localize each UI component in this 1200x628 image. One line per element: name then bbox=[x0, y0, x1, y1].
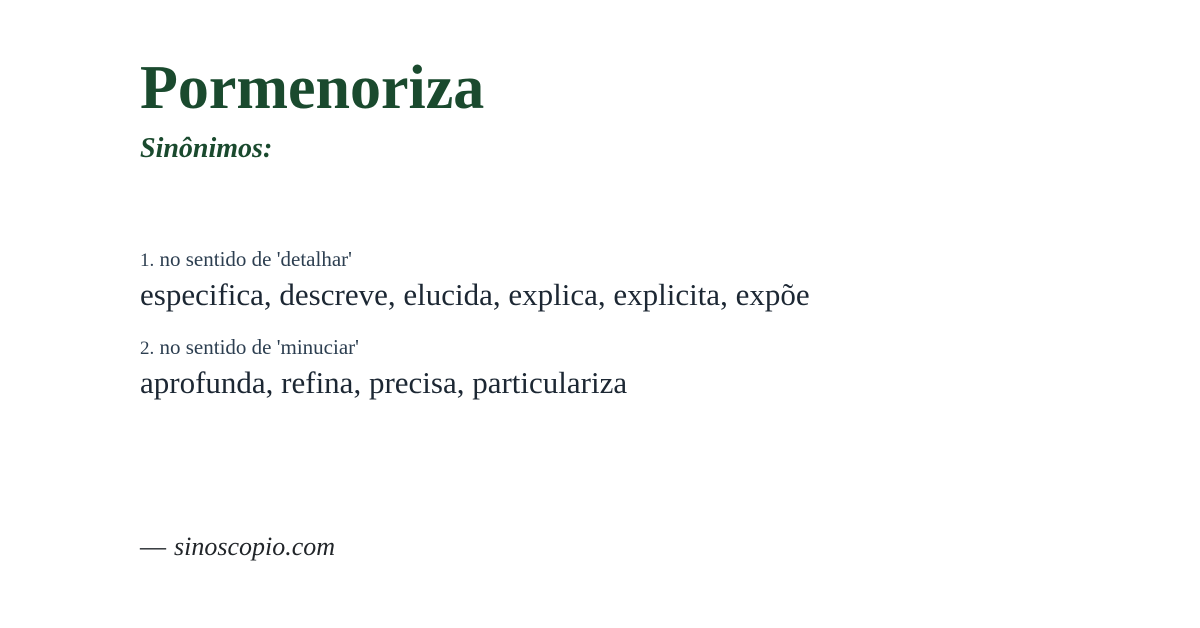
sense-label bbox=[140, 246, 810, 273]
sense-number: 1. bbox=[140, 250, 155, 271]
word-title: Pormenoriza bbox=[140, 54, 485, 122]
sense-entry-2 bbox=[140, 334, 627, 401]
synonyms-list: especifica, descreve, elucida, explica, explicita, expõe bbox=[140, 276, 810, 312]
sense-label bbox=[140, 334, 627, 361]
sense-number: 2. bbox=[140, 338, 155, 359]
em-dash: — bbox=[140, 532, 166, 561]
synonyms-heading: Sinônimos: bbox=[140, 133, 273, 164]
source-attribution bbox=[140, 532, 335, 562]
sense-description: no sentido de 'minuciar' bbox=[159, 335, 359, 359]
sense-entry-1 bbox=[140, 246, 810, 313]
sense-description: no sentido de 'detalhar' bbox=[159, 247, 352, 271]
source-domain: sinoscopio.com bbox=[174, 532, 336, 561]
synonyms-list: aprofunda, refina, precisa, particulariza bbox=[140, 364, 628, 400]
